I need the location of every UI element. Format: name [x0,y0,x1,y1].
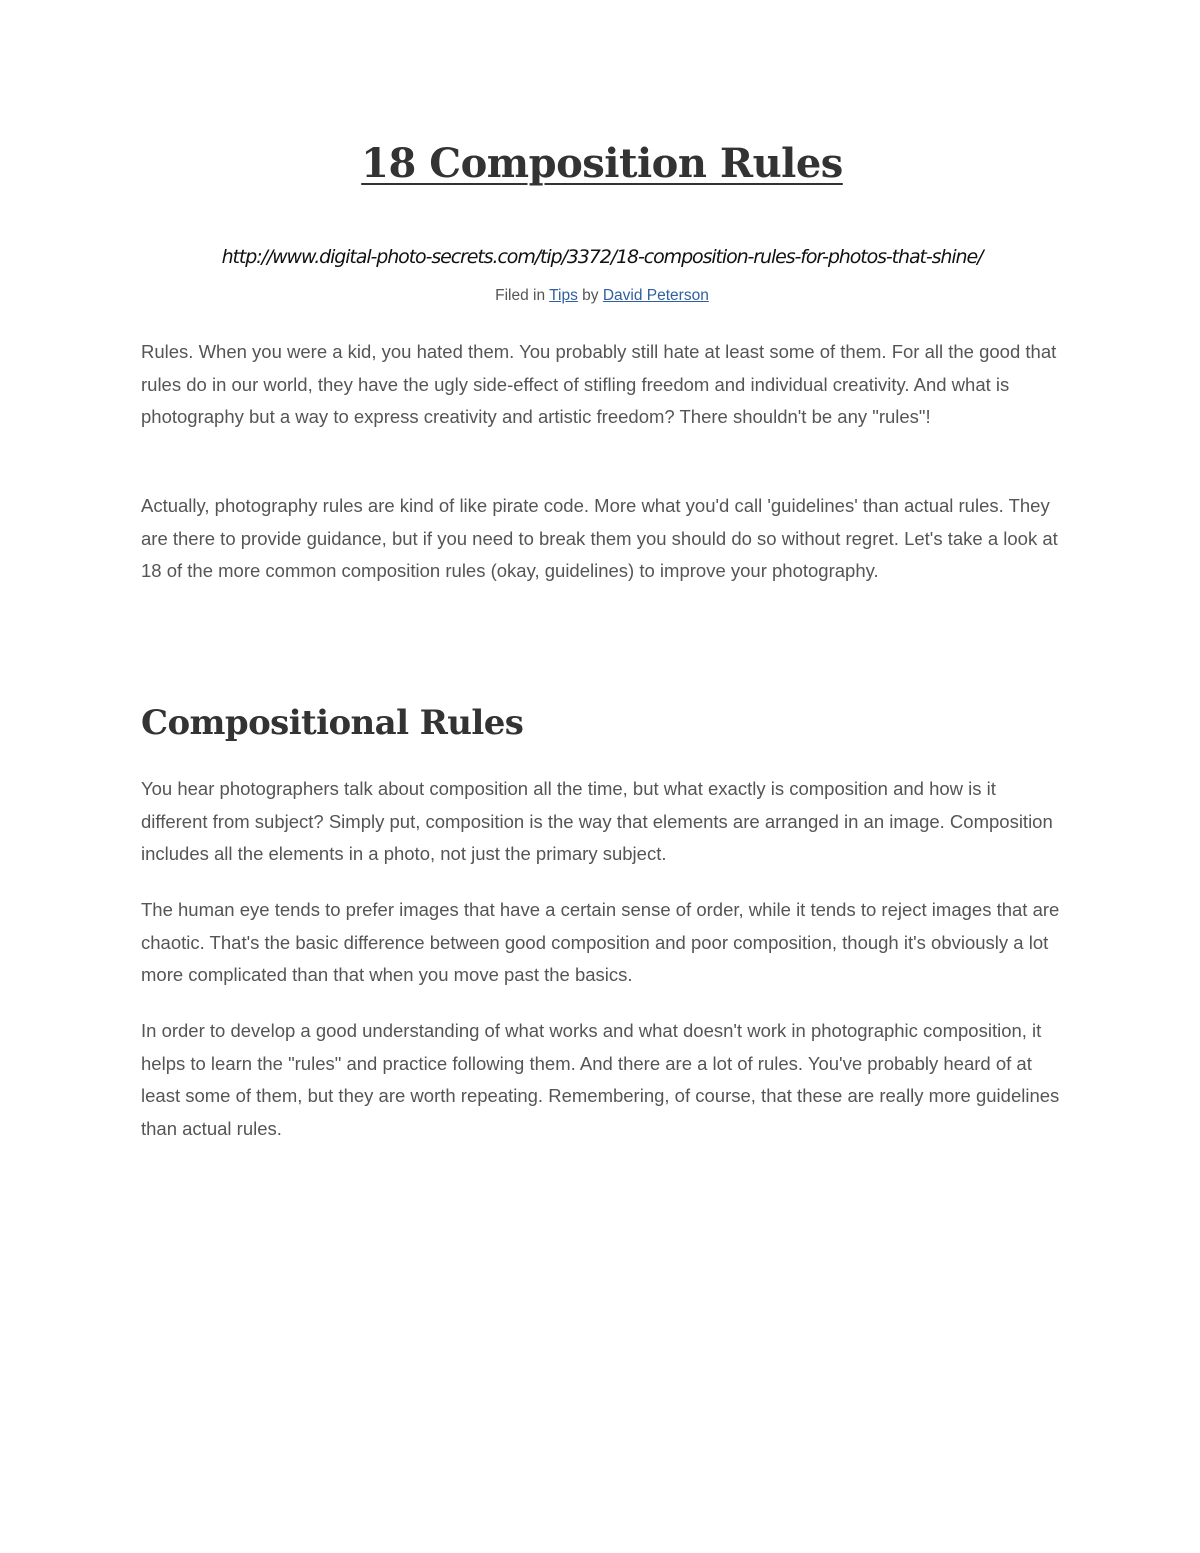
section-paragraph: In order to develop a good understanding of what works and what doesn't work in photographic composition, it helps to learn the "rules" and practice following them. And there are a lot of rules. You've probably heard of at least some of them, but they are worth repeating. Remembering, of course, that these are really more guidelines than actual rules. [141,1020,1060,1139]
page-title-text: 18 Composition Rules [361,140,843,187]
section-heading: Compositional Rules [141,703,524,743]
intro-paragraph: Actually, photography rules are kind of like pirate code. More what you'd call 'guidelines' than actual rules. They are there to provide guidance, but if you need to break them you should do so without regret. Let's take a look at 18 of the more common composition rules (okay, guidelines) to improve your photography. [141,495,1058,582]
page-title [141,138,1063,190]
author-link[interactable]: David Peterson [602,287,709,304]
by-label: by [582,287,599,304]
byline [141,285,1063,307]
category-link[interactable]: Tips [549,287,578,304]
filed-in-label: Filed in [495,287,546,304]
section-paragraph: You hear photographers talk about composition all the time, but what exactly is composition and how is it different from subject? Simply put, composition is the way that elements are arranged in an image. Composition includes all the elements in a photo, not just the primary subject. [141,778,1053,865]
source-url: http://www.digital-photo-secrets.com/tip/3372/18-composition-rules-for-photos-that-shine/ [221,246,983,268]
section-paragraph: The human eye tends to prefer images that have a certain sense of order, while it tends to reject images that are chaotic. That's the basic difference between good composition and poor composition, though it's obviously a lot more complicated than that when you move past the basics. [141,899,1060,986]
intro-paragraph: Rules. When you were a kid, you hated them. You probably still hate at least some of them. For all the good that rules do in our world, they have the ugly side-effect of stifling freedom and individual creativity. And what is photography but a way to express creativity and artistic freedom? There shouldn't be any "rules"! [141,341,1057,428]
